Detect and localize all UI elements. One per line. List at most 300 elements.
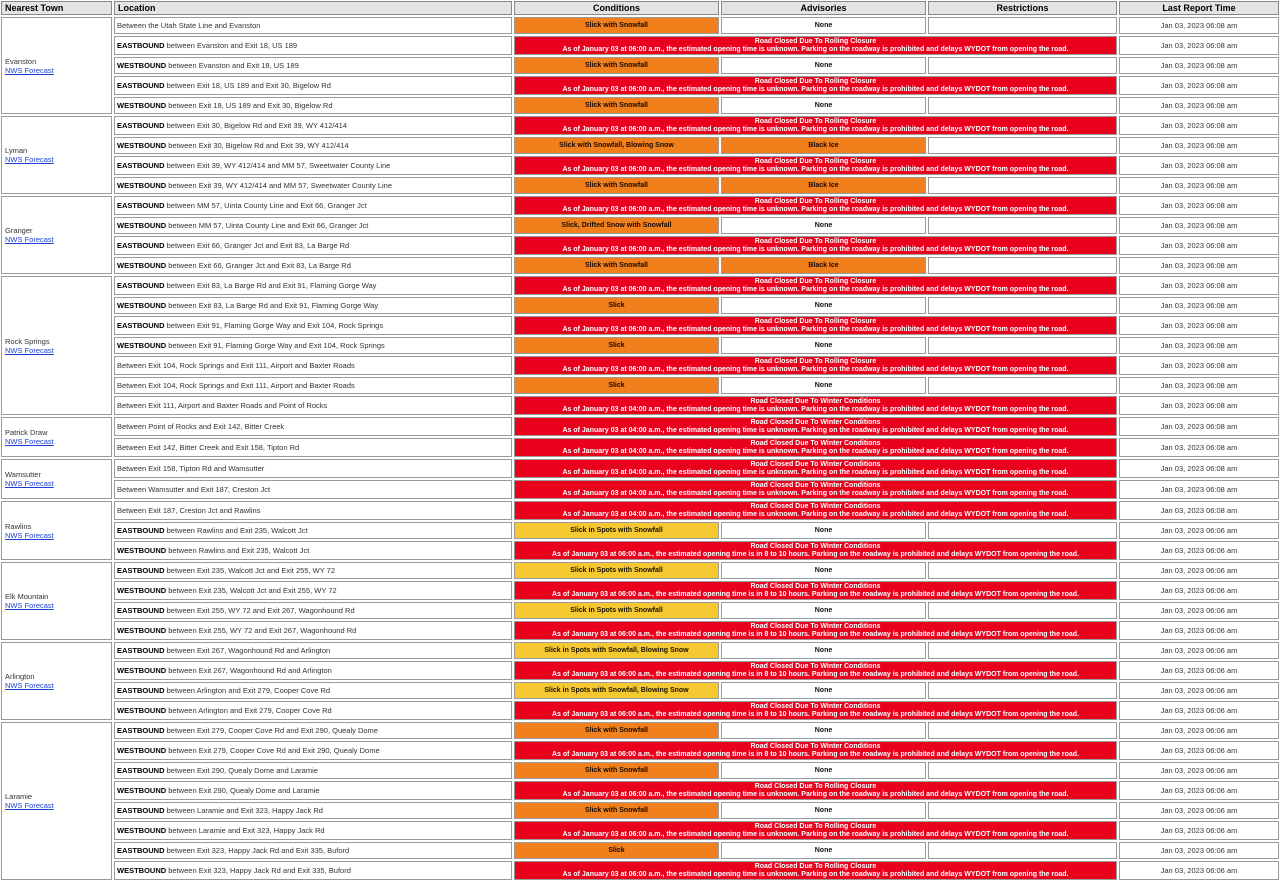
location-cell	[114, 541, 512, 560]
direction-label: EASTBOUND	[117, 806, 165, 815]
condition-cell: Slick in Spots with Snowfall	[514, 522, 719, 539]
location-cell	[114, 276, 512, 295]
direction-label: WESTBOUND	[117, 746, 167, 755]
direction-label: EASTBOUND	[117, 41, 165, 50]
report-time-cell: Jan 03, 2023 06:06 am	[1119, 821, 1279, 840]
location-cell	[114, 722, 512, 739]
restriction-cell	[928, 562, 1117, 579]
closure-cell	[514, 861, 1117, 880]
location-cell	[114, 156, 512, 175]
location-text: between MM 57, Uinta County Line and Exit 66, Granger Jct	[166, 221, 369, 230]
location-text: between Laramie and Exit 323, Happy Jack Rd	[166, 826, 325, 835]
table-row	[1, 156, 1279, 175]
closure-details: As of January 03 at 06:00 a.m., the estimated opening time is in 8 to 10 hours. Parking on the roadway is prohibited and delays WYDOT from opening the road.	[551, 670, 1080, 678]
location-cell	[114, 861, 512, 880]
table-row	[1, 661, 1279, 680]
report-time-cell: Jan 03, 2023 06:06 am	[1119, 661, 1279, 680]
location-cell	[114, 438, 512, 457]
closure-cell	[514, 356, 1117, 375]
header-nearest-town[interactable]: Nearest Town	[1, 1, 112, 15]
direction-label: WESTBOUND	[117, 546, 167, 555]
report-time-cell: Jan 03, 2023 06:06 am	[1119, 522, 1279, 539]
closure-reason: Road Closed Due To Winter Conditions	[750, 622, 881, 630]
location-text: Between Exit 187, Creston Jct and Rawlins	[117, 506, 261, 515]
location-cell	[114, 17, 512, 34]
nearest-town-cell	[1, 459, 112, 499]
town-name: Evanston	[5, 56, 37, 66]
location-text: between Exit 279, Cooper Cove Rd and Exit 290, Quealy Dome	[166, 746, 380, 755]
closure-cell	[514, 276, 1117, 295]
restriction-cell	[928, 337, 1117, 354]
table-row	[1, 337, 1279, 354]
table-row	[1, 562, 1279, 579]
report-time-cell: Jan 03, 2023 06:08 am	[1119, 137, 1279, 154]
nws-forecast-link[interactable]: NWS Forecast	[5, 801, 54, 810]
table-row	[1, 36, 1279, 55]
location-text: between Exit 267, Wagonhound Rd and Arlington	[164, 646, 331, 655]
location-cell	[114, 116, 512, 135]
table-row	[1, 396, 1279, 415]
direction-label: EASTBOUND	[117, 321, 165, 330]
closure-details: As of January 03 at 04:00 a.m., the estimated opening time is unknown. Parking on the roadway is prohibited and delays WYDOT from opening the road.	[562, 447, 1069, 455]
table-row	[1, 522, 1279, 539]
location-cell	[114, 97, 512, 114]
nearest-town-cell	[1, 562, 112, 640]
report-time-cell: Jan 03, 2023 06:08 am	[1119, 377, 1279, 394]
closure-details: As of January 03 at 06:00 a.m., the estimated opening time is unknown. Parking on the roadway is prohibited and delays WYDOT from opening the road.	[562, 45, 1069, 53]
town-name: Elk Mountain	[5, 592, 49, 601]
report-time-cell: Jan 03, 2023 06:08 am	[1119, 337, 1279, 354]
nearest-town-cell	[1, 642, 112, 720]
location-text: between Exit 30, Bigelow Rd and Exit 39, WY 412/414	[166, 141, 349, 150]
location-cell	[114, 297, 512, 314]
condition-cell: Slick with Snowfall	[514, 177, 719, 194]
closure-details: As of January 03 at 04:00 a.m., the estimated opening time is unknown. Parking on the roadway is prohibited and delays WYDOT from opening the road.	[562, 489, 1069, 497]
report-time-cell: Jan 03, 2023 06:08 am	[1119, 438, 1279, 457]
location-text: Between the Utah State Line and Evanston	[117, 21, 261, 30]
location-cell	[114, 621, 512, 640]
report-time-cell: Jan 03, 2023 06:08 am	[1119, 97, 1279, 114]
direction-label: WESTBOUND	[117, 586, 167, 595]
advisory-cell: None	[721, 642, 926, 659]
table-row	[1, 316, 1279, 335]
report-time-cell: Jan 03, 2023 06:08 am	[1119, 76, 1279, 95]
location-cell	[114, 682, 512, 699]
location-cell	[114, 602, 512, 619]
table-row	[1, 480, 1279, 499]
report-time-cell: Jan 03, 2023 06:06 am	[1119, 602, 1279, 619]
report-time-cell: Jan 03, 2023 06:08 am	[1119, 417, 1279, 436]
report-time-cell: Jan 03, 2023 06:06 am	[1119, 562, 1279, 579]
table-row	[1, 781, 1279, 800]
town-name: Patrick Draw	[5, 428, 48, 437]
town-name: Laramie	[5, 792, 33, 801]
nearest-town-cell	[1, 276, 112, 415]
report-time-cell: Jan 03, 2023 06:08 am	[1119, 396, 1279, 415]
report-time-cell: Jan 03, 2023 06:06 am	[1119, 682, 1279, 699]
nearest-town-cell	[1, 17, 112, 114]
table-row	[1, 377, 1279, 394]
direction-label: WESTBOUND	[117, 61, 167, 70]
nws-forecast-link[interactable]: NWS Forecast	[5, 681, 54, 690]
condition-cell: Slick with Snowfall	[514, 17, 719, 34]
location-cell	[114, 661, 512, 680]
condition-cell: Slick in Spots with Snowfall, Blowing Snow	[514, 642, 719, 659]
location-cell	[114, 356, 512, 375]
closure-cell	[514, 581, 1117, 600]
advisory-cell: None	[721, 802, 926, 819]
location-cell	[114, 642, 512, 659]
closure-details: As of January 03 at 06:00 a.m., the estimated opening time is in 8 to 10 hours. Parking on the roadway is prohibited and delays WYDOT from opening the road.	[551, 710, 1080, 718]
report-time-cell: Jan 03, 2023 06:08 am	[1119, 257, 1279, 274]
table-body	[1, 17, 1279, 880]
nws-forecast-link[interactable]: NWS Forecast	[5, 530, 54, 540]
table-row	[1, 196, 1279, 215]
table-row	[1, 276, 1279, 295]
closure-reason: Road Closed Due To Winter Conditions	[750, 481, 881, 489]
report-time-cell: Jan 03, 2023 06:06 am	[1119, 842, 1279, 859]
direction-label: WESTBOUND	[117, 666, 167, 675]
location-text: between Exit 91, Flaming Gorge Way and Exit 104, Rock Springs	[166, 341, 385, 350]
closure-details: As of January 03 at 04:00 a.m., the estimated opening time is unknown. Parking on the roadway is prohibited and delays WYDOT from opening the road.	[562, 426, 1069, 434]
direction-label: WESTBOUND	[117, 221, 167, 230]
location-text: between Exit 279, Cooper Cove Rd and Exit 290, Quealy Dome	[164, 726, 378, 735]
town-name: Lyman	[5, 146, 28, 155]
closure-reason: Road Closed Due To Winter Conditions	[750, 702, 881, 710]
town-name: Granger	[5, 226, 33, 235]
direction-label: EASTBOUND	[117, 81, 165, 90]
header-location[interactable]: Location	[114, 1, 512, 15]
table-row	[1, 621, 1279, 640]
nws-forecast-link[interactable]: NWS Forecast	[5, 437, 54, 446]
location-cell	[114, 196, 512, 215]
condition-cell: Slick with Snowfall	[514, 802, 719, 819]
restriction-cell	[928, 762, 1117, 779]
advisory-cell: None	[721, 377, 926, 394]
advisory-cell: None	[721, 57, 926, 74]
report-time-cell: Jan 03, 2023 06:06 am	[1119, 741, 1279, 760]
location-text: Between Point of Rocks and Exit 142, Bitter Creek	[117, 422, 285, 431]
location-text: between Rawlins and Exit 235, Walcott Jct	[164, 526, 308, 535]
nearest-town-cell	[1, 196, 112, 274]
restriction-cell	[928, 257, 1117, 274]
closure-details: As of January 03 at 06:00 a.m., the estimated opening time is unknown. Parking on the roadway is prohibited and delays WYDOT from opening the road.	[562, 165, 1069, 173]
report-time-cell: Jan 03, 2023 06:08 am	[1119, 276, 1279, 295]
location-text: Between Exit 104, Rock Springs and Exit 111, Airport and Baxter Roads	[117, 381, 355, 390]
closure-details: As of January 03 at 06:00 a.m., the estimated opening time is unknown. Parking on the roadway is prohibited and delays WYDOT from opening the road.	[562, 830, 1069, 838]
location-cell	[114, 741, 512, 760]
location-cell	[114, 522, 512, 539]
advisory-cell: None	[721, 762, 926, 779]
advisory-cell: None	[721, 217, 926, 234]
report-time-cell: Jan 03, 2023 06:08 am	[1119, 356, 1279, 375]
closure-reason: Road Closed Due To Rolling Closure	[754, 357, 877, 365]
table-row	[1, 177, 1279, 194]
location-text: between Exit 18, US 189 and Exit 30, Bigelow Rd	[166, 101, 333, 110]
header-conditions[interactable]: Conditions	[514, 1, 719, 15]
report-time-cell: Jan 03, 2023 06:06 am	[1119, 701, 1279, 720]
closure-cell	[514, 459, 1117, 478]
table-row	[1, 762, 1279, 779]
closure-cell	[514, 781, 1117, 800]
location-cell	[114, 236, 512, 255]
closure-cell	[514, 236, 1117, 255]
condition-cell: Slick in Spots with Snowfall, Blowing Snow	[514, 682, 719, 699]
restriction-cell	[928, 97, 1117, 114]
location-cell	[114, 316, 512, 335]
location-text: between Exit 235, Walcott Jct and Exit 255, WY 72	[166, 586, 337, 595]
closure-cell	[514, 417, 1117, 436]
nws-forecast-link[interactable]: NWS Forecast	[5, 601, 54, 610]
report-time-cell: Jan 03, 2023 06:06 am	[1119, 541, 1279, 560]
location-text: between Evanston and Exit 18, US 189	[166, 61, 299, 70]
location-text: Between Exit 104, Rock Springs and Exit 111, Airport and Baxter Roads	[117, 361, 355, 370]
location-text: between Laramie and Exit 323, Happy Jack Rd	[164, 806, 323, 815]
closure-details: As of January 03 at 06:00 a.m., the estimated opening time is in 8 to 10 hours. Parking on the roadway is prohibited and delays WYDOT from opening the road.	[551, 550, 1080, 558]
direction-label: WESTBOUND	[117, 181, 167, 190]
advisory-cell: None	[721, 97, 926, 114]
table-row	[1, 438, 1279, 457]
table-row	[1, 116, 1279, 135]
condition-cell: Slick with Snowfall	[514, 722, 719, 739]
table-row	[1, 642, 1279, 659]
restriction-cell	[928, 17, 1117, 34]
location-cell	[114, 459, 512, 478]
report-time-cell: Jan 03, 2023 06:08 am	[1119, 297, 1279, 314]
table-row	[1, 57, 1279, 74]
advisory-cell: None	[721, 682, 926, 699]
town-name: Rawlins	[5, 521, 32, 531]
restriction-cell	[928, 722, 1117, 739]
town-name: Rock Springs	[5, 336, 50, 346]
direction-label: EASTBOUND	[117, 686, 165, 695]
direction-label: EASTBOUND	[117, 526, 165, 535]
closure-details: As of January 03 at 06:00 a.m., the estimated opening time is in 8 to 10 hours. Parking on the roadway is prohibited and delays WYDOT from opening the road.	[551, 630, 1080, 638]
location-text: between Exit 323, Happy Jack Rd and Exit 335, Buford	[164, 846, 350, 855]
location-cell	[114, 257, 512, 274]
location-cell	[114, 701, 512, 720]
closure-details: As of January 03 at 06:00 a.m., the estimated opening time is unknown. Parking on the roadway is prohibited and delays WYDOT from opening the road.	[562, 125, 1069, 133]
direction-label: WESTBOUND	[117, 261, 167, 270]
closure-details: As of January 03 at 06:00 a.m., the estimated opening time is in 8 to 10 hours. Parking on the roadway is prohibited and delays WYDOT from opening the road.	[551, 590, 1080, 598]
report-time-cell: Jan 03, 2023 06:08 am	[1119, 459, 1279, 478]
restriction-cell	[928, 57, 1117, 74]
closure-reason: Road Closed Due To Winter Conditions	[750, 397, 881, 405]
location-cell	[114, 480, 512, 499]
nws-forecast-link[interactable]: NWS Forecast	[5, 479, 54, 488]
advisory-cell: None	[721, 522, 926, 539]
table-row	[1, 297, 1279, 314]
closure-reason: Road Closed Due To Winter Conditions	[750, 742, 881, 750]
report-time-cell: Jan 03, 2023 06:06 am	[1119, 621, 1279, 640]
location-text: between Exit 235, Walcott Jct and Exit 255, WY 72	[164, 566, 336, 575]
closure-reason: Road Closed Due To Winter Conditions	[750, 460, 881, 468]
table-row	[1, 602, 1279, 619]
nws-forecast-link[interactable]: NWS Forecast	[5, 345, 54, 355]
closure-cell	[514, 396, 1117, 415]
nws-forecast-link[interactable]: NWS Forecast	[5, 155, 54, 164]
report-time-cell: Jan 03, 2023 06:08 am	[1119, 116, 1279, 135]
report-time-cell: Jan 03, 2023 06:06 am	[1119, 861, 1279, 880]
condition-cell: Slick with Snowfall	[514, 762, 719, 779]
location-text: between Exit 91, Flaming Gorge Way and Exit 104, Rock Springs	[164, 321, 384, 330]
header-restrictions[interactable]: Restrictions	[928, 1, 1117, 15]
closure-cell	[514, 76, 1117, 95]
restriction-cell	[928, 377, 1117, 394]
location-cell	[114, 842, 512, 859]
advisory-cell: Black Ice	[721, 177, 926, 194]
table-header-row	[1, 1, 1279, 15]
nearest-town-cell	[1, 722, 112, 880]
advisory-cell: Black Ice	[721, 257, 926, 274]
report-time-cell: Jan 03, 2023 06:06 am	[1119, 642, 1279, 659]
report-time-cell: Jan 03, 2023 06:06 am	[1119, 762, 1279, 779]
location-text: between Exit 290, Quealy Dome and Laramie	[164, 766, 318, 775]
closure-cell	[514, 541, 1117, 560]
report-time-cell: Jan 03, 2023 06:08 am	[1119, 196, 1279, 215]
condition-cell: Slick with Snowfall	[514, 57, 719, 74]
closure-details: As of January 03 at 06:00 a.m., the estimated opening time is unknown. Parking on the roadway is prohibited and delays WYDOT from opening the road.	[562, 870, 1069, 878]
direction-label: EASTBOUND	[117, 161, 165, 170]
advisory-cell: Black Ice	[721, 137, 926, 154]
table-row	[1, 682, 1279, 699]
location-text: between Exit 39, WY 412/414 and MM 57, Sweetwater County Line	[164, 161, 391, 170]
location-cell	[114, 177, 512, 194]
location-text: between Exit 290, Quealy Dome and Laramie	[166, 786, 320, 795]
condition-cell: Slick	[514, 337, 719, 354]
restriction-cell	[928, 842, 1117, 859]
closure-details: As of January 03 at 06:00 a.m., the estimated opening time is in 8 to 10 hours. Parking on the roadway is prohibited and delays WYDOT from opening the road.	[551, 750, 1080, 758]
direction-label: WESTBOUND	[117, 101, 167, 110]
nearest-town-cell	[1, 501, 112, 560]
location-text: between Arlington and Exit 279, Cooper Cove Rd	[164, 686, 331, 695]
closure-reason: Road Closed Due To Winter Conditions	[750, 542, 881, 550]
direction-label: EASTBOUND	[117, 121, 165, 130]
direction-label: WESTBOUND	[117, 706, 167, 715]
advisory-cell: None	[721, 562, 926, 579]
location-cell	[114, 501, 512, 520]
location-cell	[114, 396, 512, 415]
location-cell	[114, 762, 512, 779]
closure-reason: Road Closed Due To Rolling Closure	[754, 277, 877, 285]
table-row	[1, 417, 1279, 436]
closure-reason: Road Closed Due To Winter Conditions	[750, 439, 881, 447]
location-text: between Exit 66, Granger Jct and Exit 83, La Barge Rd	[166, 261, 351, 270]
town-name: Wamsutter	[5, 470, 41, 479]
table-row	[1, 236, 1279, 255]
restriction-cell	[928, 297, 1117, 314]
nws-forecast-link[interactable]: NWS Forecast	[5, 235, 54, 244]
table-row	[1, 76, 1279, 95]
direction-label: EASTBOUND	[117, 606, 165, 615]
location-cell	[114, 36, 512, 55]
direction-label: WESTBOUND	[117, 866, 167, 875]
restriction-cell	[928, 217, 1117, 234]
direction-label: EASTBOUND	[117, 241, 165, 250]
closure-reason: Road Closed Due To Rolling Closure	[754, 317, 877, 325]
advisory-cell: None	[721, 17, 926, 34]
location-cell	[114, 562, 512, 579]
location-text: Between Exit 111, Airport and Baxter Roads and Point of Rocks	[117, 401, 328, 410]
closure-details: As of January 03 at 06:00 a.m., the estimated opening time is unknown. Parking on the roadway is prohibited and delays WYDOT from opening the road.	[562, 325, 1069, 333]
condition-cell: Slick	[514, 842, 719, 859]
closure-cell	[514, 701, 1117, 720]
location-cell	[114, 417, 512, 436]
restriction-cell	[928, 802, 1117, 819]
advisory-cell: None	[721, 297, 926, 314]
closure-reason: Road Closed Due To Rolling Closure	[754, 157, 877, 165]
closure-reason: Road Closed Due To Rolling Closure	[754, 782, 877, 790]
report-time-cell: Jan 03, 2023 06:08 am	[1119, 57, 1279, 74]
closure-cell	[514, 116, 1117, 135]
nws-forecast-link[interactable]: NWS Forecast	[5, 65, 54, 75]
direction-label: EASTBOUND	[117, 646, 165, 655]
header-last-report-time[interactable]: Last Report Time	[1119, 1, 1279, 15]
condition-cell: Slick with Snowfall	[514, 97, 719, 114]
location-cell	[114, 781, 512, 800]
table-row	[1, 501, 1279, 520]
condition-cell: Slick in Spots with Snowfall	[514, 562, 719, 579]
closure-details: As of January 03 at 06:00 a.m., the estimated opening time is unknown. Parking on the roadway is prohibited and delays WYDOT from opening the road.	[562, 790, 1069, 798]
report-time-cell: Jan 03, 2023 06:08 am	[1119, 316, 1279, 335]
table-row	[1, 741, 1279, 760]
table-row	[1, 459, 1279, 478]
closure-cell	[514, 316, 1117, 335]
direction-label: EASTBOUND	[117, 281, 165, 290]
closure-reason: Road Closed Due To Winter Conditions	[750, 502, 881, 510]
location-text: between Exit 83, La Barge Rd and Exit 91, Flaming Gorge Way	[164, 281, 377, 290]
table-row	[1, 257, 1279, 274]
advisory-cell: None	[721, 337, 926, 354]
closure-reason: Road Closed Due To Rolling Closure	[754, 117, 877, 125]
table-row	[1, 701, 1279, 720]
restriction-cell	[928, 522, 1117, 539]
condition-cell: Slick	[514, 297, 719, 314]
closure-reason: Road Closed Due To Rolling Closure	[754, 197, 877, 205]
table-row	[1, 356, 1279, 375]
location-text: between Exit 30, Bigelow Rd and Exit 39, WY 412/414	[164, 121, 347, 130]
direction-label: WESTBOUND	[117, 626, 167, 635]
restriction-cell	[928, 177, 1117, 194]
table-row	[1, 137, 1279, 154]
advisory-cell: None	[721, 722, 926, 739]
condition-cell: Slick with Snowfall	[514, 257, 719, 274]
nearest-town-cell	[1, 417, 112, 457]
location-cell	[114, 57, 512, 74]
condition-cell: Slick in Spots with Snowfall	[514, 602, 719, 619]
location-text: between Exit 39, WY 412/414 and MM 57, Sweetwater County Line	[166, 181, 392, 190]
location-text: between Exit 255, WY 72 and Exit 267, Wagonhound Rd	[164, 606, 355, 615]
location-text: Between Exit 142, Bitter Creek and Exit 158, Tipton Rd	[117, 443, 300, 452]
closure-details: As of January 03 at 06:00 a.m., the estimated opening time is unknown. Parking on the roadway is prohibited and delays WYDOT from opening the road.	[562, 205, 1069, 213]
report-time-cell: Jan 03, 2023 06:06 am	[1119, 722, 1279, 739]
closure-reason: Road Closed Due To Winter Conditions	[750, 418, 881, 426]
header-advisories[interactable]: Advisories	[721, 1, 926, 15]
town-name: Arlington	[5, 672, 35, 681]
report-time-cell: Jan 03, 2023 06:08 am	[1119, 177, 1279, 194]
location-text: between Evanston and Exit 18, US 189	[164, 41, 298, 50]
table-row	[1, 821, 1279, 840]
closure-reason: Road Closed Due To Rolling Closure	[754, 77, 877, 85]
direction-label: WESTBOUND	[117, 341, 167, 350]
direction-label: WESTBOUND	[117, 786, 167, 795]
restriction-cell	[928, 137, 1117, 154]
direction-label: EASTBOUND	[117, 566, 165, 575]
report-time-cell: Jan 03, 2023 06:08 am	[1119, 156, 1279, 175]
location-cell	[114, 377, 512, 394]
location-text: between Arlington and Exit 279, Cooper Cove Rd	[166, 706, 332, 715]
location-text: between MM 57, Uinta County Line and Exit 66, Granger Jct	[164, 201, 367, 210]
